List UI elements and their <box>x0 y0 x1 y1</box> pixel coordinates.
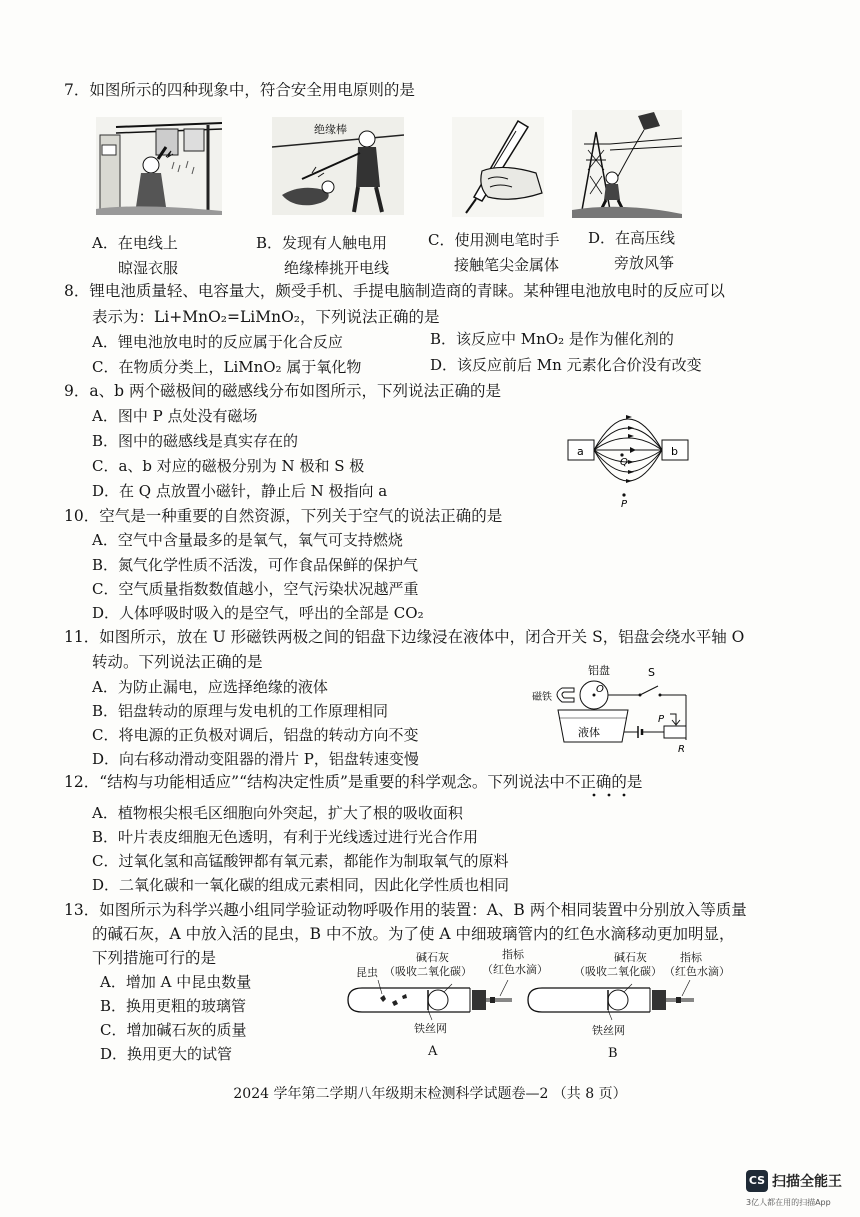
q7-rod-label: 绝缘棒 <box>314 123 347 136</box>
q12-emphasis-dots <box>588 792 632 798</box>
q11-switch-label: S <box>648 666 655 679</box>
q9-option-c: C．a、b 对应的磁极分别为 N 极和 S 极 <box>92 457 365 475</box>
q7-option-b-line1: B．发现有人触电用 <box>256 234 388 252</box>
q11-option-d: D．向右移动滑动变阻器的滑片 P，铝盘转速变慢 <box>92 750 419 768</box>
q7-picture-d <box>572 110 682 218</box>
q13-a-lime-note: （吸收二氧化碳） <box>384 965 472 978</box>
q9-point-q-label: Q <box>620 457 628 468</box>
q13-option-d: D．换用更大的试管 <box>100 1045 233 1063</box>
q12-option-c: C．过氧化氢和高锰酸钾都有氧元素，都能作为制取氧气的原料 <box>92 852 509 870</box>
q8-option-a: A．锂电池放电时的反应属于化合反应 <box>92 333 343 351</box>
q10-option-b: B．氮气化学性质不活泼，可作食品保鲜的保护气 <box>92 556 419 574</box>
q7-option-d-line1: D．在高压线 <box>588 229 676 247</box>
q13-stem-line3: 下列措施可行的是 <box>92 949 217 967</box>
q13-apparatus-b-label: B <box>608 1046 618 1061</box>
q11-stem-line2: 转动。下列说法正确的是 <box>92 653 263 671</box>
q9-magnetic-field-diagram <box>564 398 692 508</box>
q7-picture-a <box>96 117 222 215</box>
q12-option-b: B．叶片表皮细胞无色透明，有利于光线透过进行光合作用 <box>92 828 479 846</box>
q12-option-a: A．植物根尖根毛区细胞向外突起，扩大了根的吸收面积 <box>92 804 463 822</box>
q13-option-c: C．增加碱石灰的质量 <box>100 1021 247 1039</box>
q9-option-a: A．图中 P 点处没有磁场 <box>92 407 258 425</box>
q7-picture-b <box>272 117 404 215</box>
q9-point-p-label: P <box>621 499 628 508</box>
q11-slider-label: P <box>658 714 665 725</box>
q13-a-lime-label: 碱石灰 <box>416 951 449 964</box>
q12-stem: 12．“结构与功能相适应”“结构决定性质”是重要的科学观念。下列说法中不正确的是 <box>64 773 643 791</box>
q9-option-b: B．图中的磁感线是真实存在的 <box>92 432 299 450</box>
q7-option-a-line2: 晾湿衣服 <box>118 259 179 277</box>
q7-option-a-line1: A．在电线上 <box>92 234 178 252</box>
camscanner-logo: CS <box>746 1170 768 1192</box>
q9-stem: 9．a、b 两个磁极间的磁感线分布如图所示，下列说法正确的是 <box>64 382 501 400</box>
q7-option-b-line2: 绝缘棒挑开电线 <box>284 259 390 277</box>
q10-option-a: A．空气中含量最多的是氧气，氧气可支持燃烧 <box>92 531 403 549</box>
q12-option-d: D．二氧化碳和一氧化碳的组成元素相同，因此化学性质也相同 <box>92 876 510 894</box>
q9-pole-a-label: a <box>577 445 584 458</box>
q11-axis-label: O <box>596 684 604 695</box>
q8-option-b: B．该反应中 MnO₂ 是作为催化剂的 <box>430 330 674 348</box>
q13-option-a: A．增加 A 中昆虫数量 <box>100 973 252 991</box>
camscanner-name: 扫描全能王 <box>772 1174 842 1190</box>
q13-apparatus-a-label: A <box>428 1044 438 1059</box>
q11-circuit-diagram <box>530 660 698 768</box>
q13-b-mesh-label: 铁丝网 <box>592 1024 625 1037</box>
q11-option-b: B．铝盘转动的原理与发电机的工作原理相同 <box>92 702 389 720</box>
q13-b-lime-label: 碱石灰 <box>614 951 647 964</box>
q9-option-d: D．在 Q 点放置小磁针，静止后 N 极指向 a <box>92 482 388 500</box>
q11-disk-label: 铝盘 <box>588 664 610 677</box>
q13-b-indicator-label: 指标 <box>680 951 702 964</box>
q13-option-b: B．换用更粗的玻璃管 <box>100 997 247 1015</box>
camscanner-tagline: 3亿人都在用的扫描App <box>746 1198 831 1207</box>
q10-option-d: D．人体呼吸时吸入的是空气，呼出的全部是 CO₂ <box>92 604 424 622</box>
q7-option-d-line2: 旁放风筝 <box>614 254 675 272</box>
q13-a-indicator-label: 指标 <box>502 948 524 961</box>
q11-option-a: A．为防止漏电，应选择绝缘的液体 <box>92 678 328 696</box>
q10-stem: 10．空气是一种重要的自然资源，下列关于空气的说法正确的是 <box>64 507 503 525</box>
q13-b-lime-note: （吸收二氧化碳） <box>574 965 662 978</box>
q13-stem-line2: 的碱石灰，A 中放入活的昆虫，B 中不放。为了使 A 中细玻璃管内的红色水滴移动更加明显， <box>92 925 735 943</box>
q11-resistor-label: R <box>678 744 685 755</box>
q8-option-d: D．该反应前后 Mn 元素化合价没有改变 <box>430 356 702 374</box>
q11-option-c: C．将电源的正负极对调后，铝盘的转动方向不变 <box>92 726 419 744</box>
q7-stem: 7．如图所示的四种现象中，符合安全用电原则的是 <box>64 81 415 99</box>
q7-picture-c <box>452 117 544 217</box>
q9-pole-b-label: b <box>671 445 678 458</box>
q11-liquid-label: 液体 <box>578 726 600 739</box>
q11-stem-line1: 11．如图所示，放在 U 形磁铁两极之间的铝盘下边缘浸在液体中，闭合开关 S，铝盘会绕水平轴 O <box>64 628 745 646</box>
q8-option-c: C．在物质分类上，LiMnO₂ 属于氧化物 <box>92 358 362 376</box>
q13-stem-line1: 13．如图所示为科学兴趣小组同学验证动物呼吸作用的装置：A、B 两个相同装置中分别放入等质量 <box>64 901 747 919</box>
q13-insect-label: 昆虫 <box>356 966 378 979</box>
q8-stem-line2: 表示为：Li+MnO₂=LiMnO₂，下列说法正确的是 <box>92 308 440 326</box>
q13-a-mesh-label: 铁丝网 <box>414 1022 447 1035</box>
q7-option-c-line1: C．使用测电笔时手 <box>428 231 560 249</box>
q7-option-c-line2: 接触笔尖金属体 <box>454 256 560 274</box>
q8-stem-line1: 8．锂电池质量轻、电容量大，颇受手机、手提电脑制造商的青睐。某种锂电池放电时的反应可以 <box>64 282 725 300</box>
page-footer: 2024 学年第二学期八年级期末检测科学试题卷—2 （共 8 页） <box>233 1086 627 1102</box>
q10-option-c: C．空气质量指数数值越小，空气污染状况越严重 <box>92 580 419 598</box>
q13-a-indicator-note: （红色水滴） <box>482 963 548 976</box>
q13-apparatus-diagram <box>340 980 724 1026</box>
q13-b-indicator-note: （红色水滴） <box>664 965 730 978</box>
q11-magnet-label: 磁铁 <box>532 692 552 703</box>
